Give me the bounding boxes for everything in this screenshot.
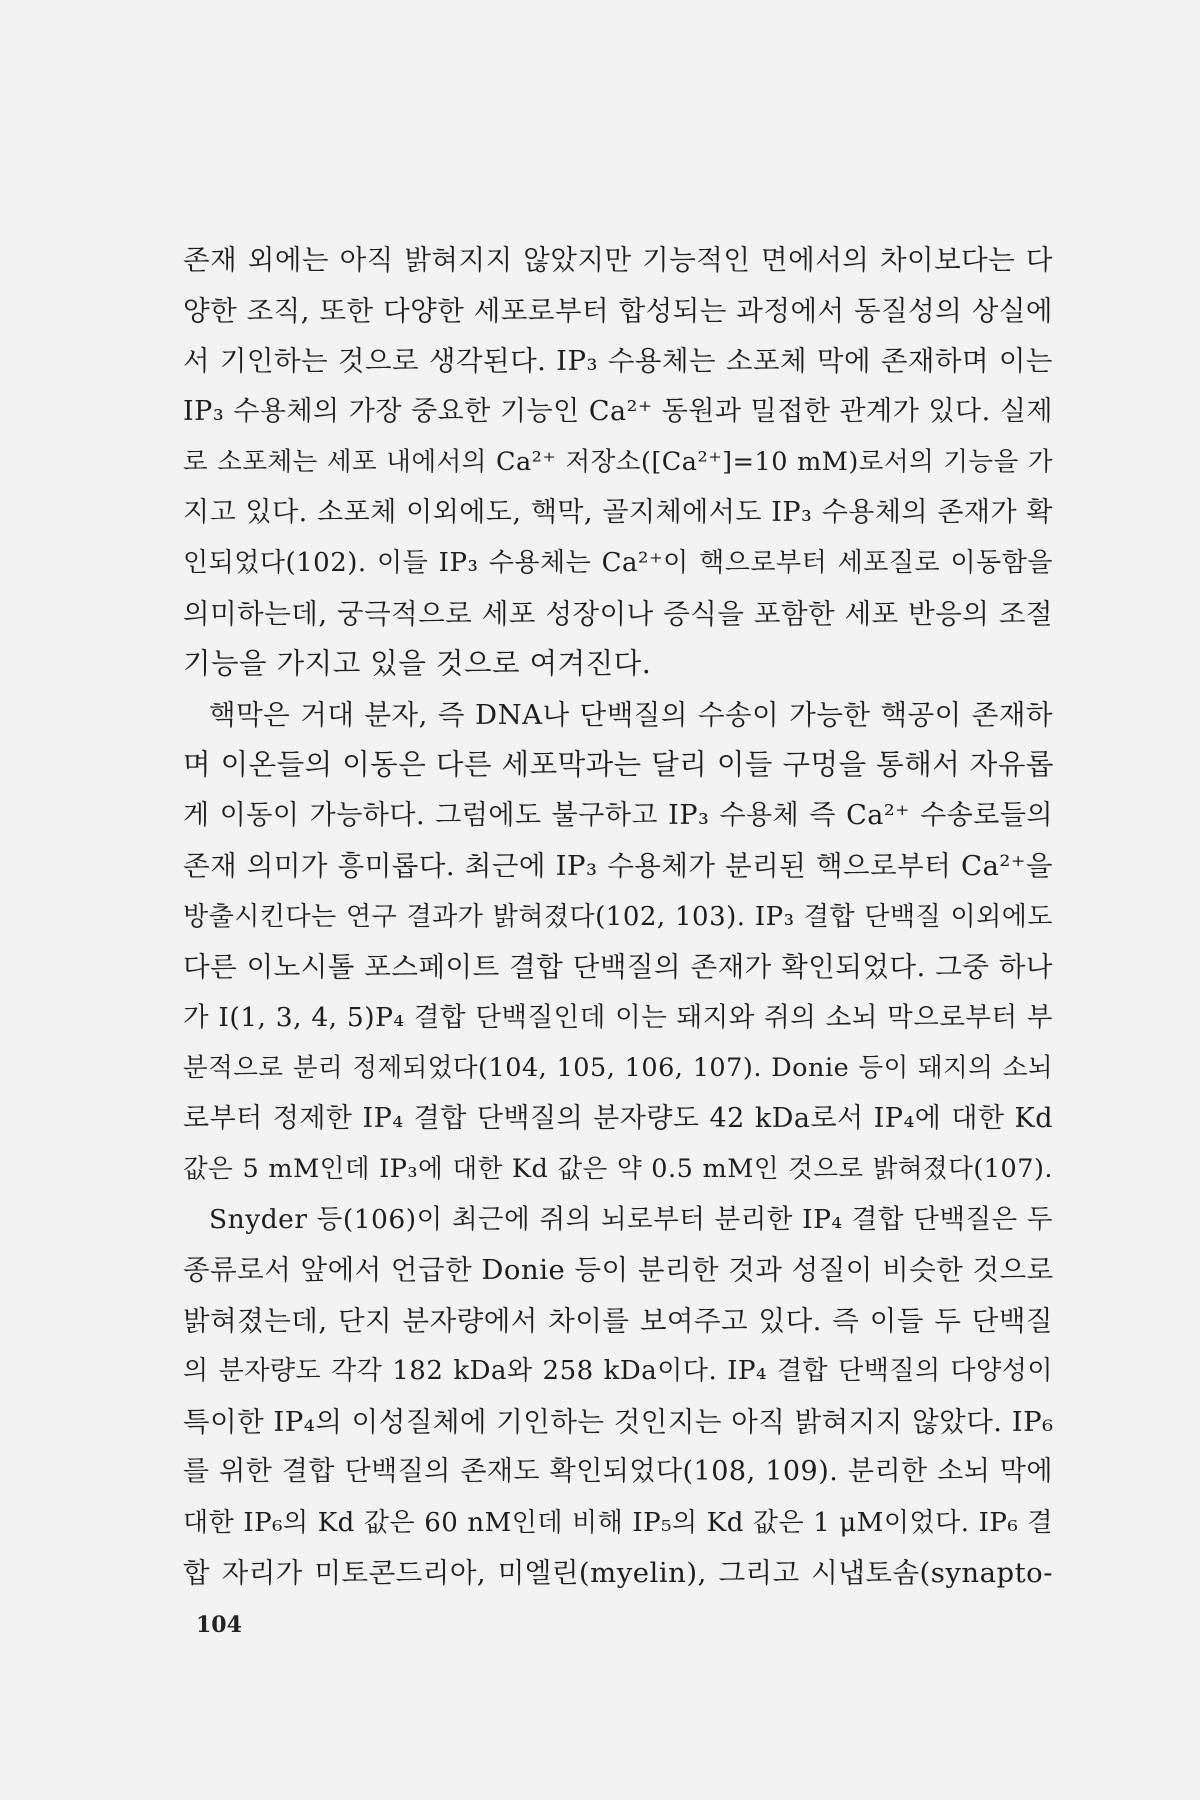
text-line: 며 이온들의 이동은 다른 세포막과는 달리 이들 구멍을 통해서 자유롭 [183,748,1054,781]
paragraph-start-line: 핵막은 거대 분자, 즉 DNA나 단백질의 수송이 가능한 핵공이 존재하 [209,698,1053,731]
text-line: 를 위한 결합 단백질의 존재도 확인되었다(108, 109). 분리한 소뇌 막에 [183,1456,1053,1487]
text-line: IP₃ 수용체의 가장 중요한 기능인 Ca²⁺ 동원과 밀접한 관계가 있다. 실제 [183,395,1053,427]
text-line: 양한 조직, 또한 다양한 세포로부터 합성되는 과정에서 동질성의 상실에 [183,294,1053,327]
text-line: 의미하는데, 궁극적으로 세포 성장이나 증식을 포함한 세포 반응의 조절 [183,597,1053,630]
text-line: 다른 이노시톨 포스페이트 결합 단백질의 존재가 확인되었다. 그중 하나 [183,951,1053,983]
text-line: 로부터 정제한 IP₄ 결합 단백질의 분자량도 42 kDa로서 IP₄에 대한 Kd [183,1102,1053,1134]
text-line: 종류로서 앞에서 언급한 Donie 등이 분리한 것과 성질이 비슷한 것으로 [183,1254,1054,1286]
text-line: 존재 의미가 흥미롭다. 최근에 IP₃ 수용체가 분리된 핵으로부터 Ca²⁺을 [183,850,1053,882]
text-line: 로 소포체는 세포 내에서의 Ca²⁺ 저장소([Ca²⁺]=10 mM)로서의 기능을 가 [183,447,1053,477]
text-line: 값은 5 mM인데 IP₃에 대한 Kd 값은 약 0.5 mM인 것으로 밝혀졌다(107). [183,1154,1053,1184]
text-line: 대한 IP₆의 Kd 값은 60 nM인데 비해 IP₅의 Kd 값은 1 μM이었다. IP₆ 결 [183,1507,1053,1538]
text-line: 지고 있다. 소포체 이외에도, 핵막, 골지체에서도 IP₃ 수용체의 존재가 확 [183,496,1053,528]
text-line: 방출시킨다는 연구 결과가 밝혀졌다(102, 103). IP₃ 결합 단백질 이외에도 [183,901,1053,932]
text-line: 가 I(1, 3, 4, 5)P₄ 결합 단백질인데 이는 돼지와 쥐의 소뇌 막으로부터 부 [183,1001,1053,1033]
text-line: 분적으로 분리 정제되었다(104, 105, 106, 107). Donie 등이 돼지의 소뇌 [183,1053,1053,1083]
body-text [183,235,1053,1599]
text-line: 합 자리가 미토콘드리아, 미엘린(myelin), 그리고 시냅토솜(synapto- [183,1557,1053,1589]
text-line: 게 이동이 가능하다. 그럼에도 불구하고 IP₃ 수용체 즉 Ca²⁺ 수송로들의 [183,799,1053,831]
text-line: 특이한 IP₄의 이성질체에 기인하는 것인지는 아직 밝혀지지 않았다. IP₆ [183,1405,1054,1438]
text-line: 의 분자량도 각각 182 kDa와 258 kDa이다. IP₄ 결합 단백질의 다양성이 [183,1356,1053,1386]
text-line: 기능을 가지고 있을 것으로 여겨진다. [183,647,652,680]
page-number: 104 [196,1612,242,1638]
text-line: 밝혀졌는데, 단지 분자량에서 차이를 보여주고 있다. 즉 이들 두 단백질 [183,1304,1053,1337]
text-line: 존재 외에는 아직 밝혀지지 않았지만 기능적인 면에서의 차이보다는 다 [183,244,1053,276]
text-line: 인되었다(102). 이들 IP₃ 수용체는 Ca²⁺이 핵으로부터 세포질로 이동함을 [183,548,1053,578]
paragraph-start-line: Snyder 등(106)이 최근에 쥐의 뇌로부터 분리한 IP₄ 결합 단백질은 두 [209,1203,1053,1235]
text-line: 서 기인하는 것으로 생각된다. IP₃ 수용체는 소포체 막에 존재하며 이는 [183,345,1053,377]
